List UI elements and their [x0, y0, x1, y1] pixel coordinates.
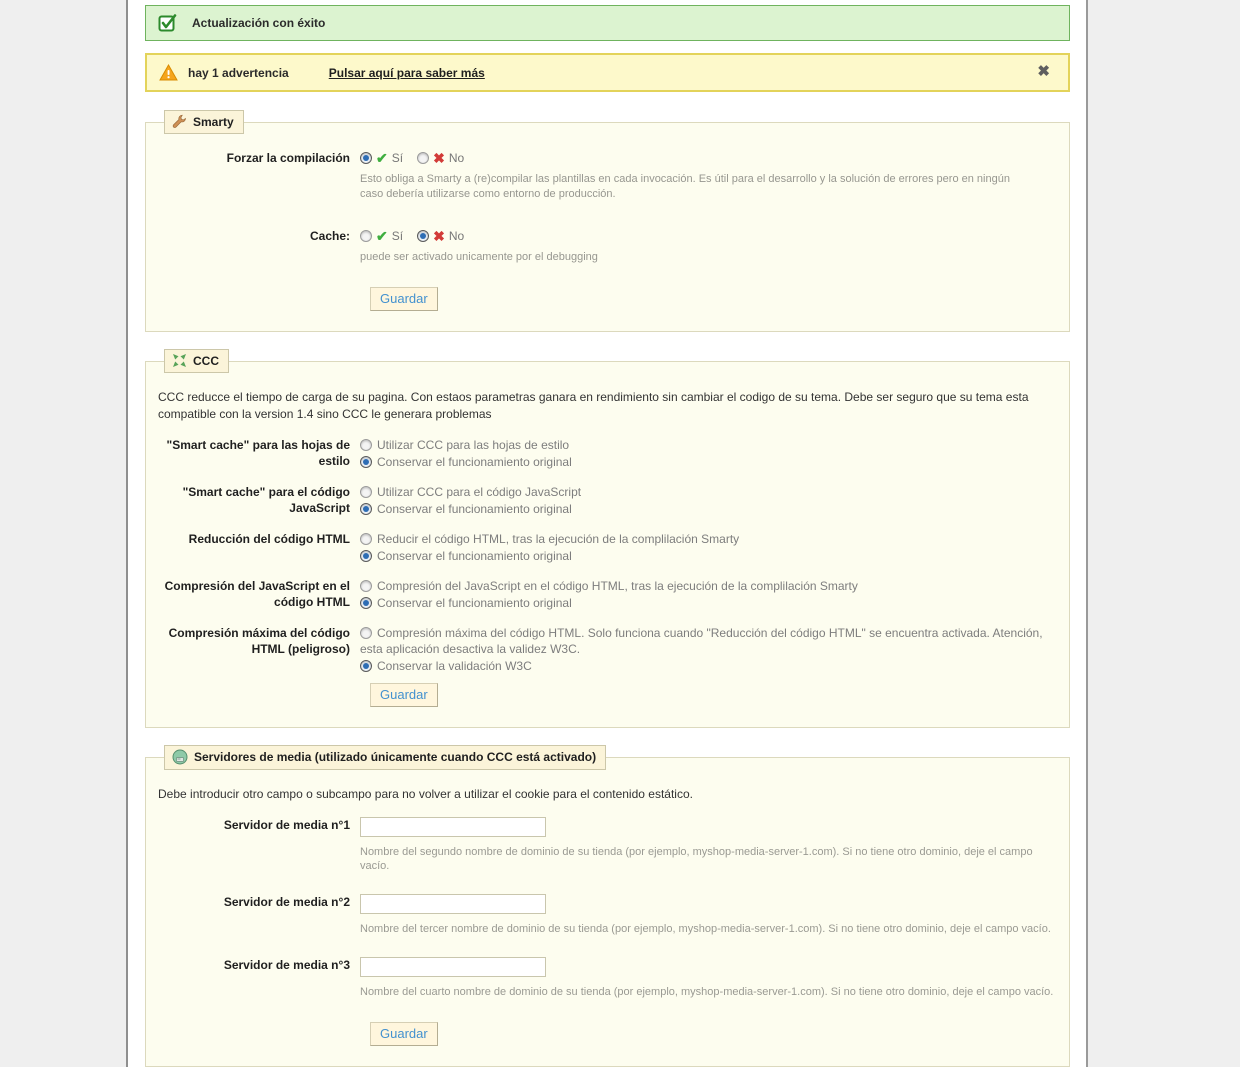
media-server-1-input[interactable] [360, 817, 546, 837]
smart-cache-js-row [158, 484, 1057, 518]
media-server-2-row [158, 894, 1057, 936]
media-server-icon [172, 749, 188, 765]
media-server-3-label: Servidor de media n°3 [223, 958, 350, 972]
force-compile-description: Esto obliga a Smarty a (re)compilar las plantillas en cada invocación. Es útil para el desarrollo y la solución de errores pero en ningún caso debería utilizarse como entorno de producción. [360, 173, 1010, 200]
js-compression-label: Compresión del JavaScript en el código HTML [164, 579, 350, 609]
ccc-legend-label: CCC [193, 353, 219, 368]
media-server-1-help: Nombre del segundo nombre de dominio de su tienda (por ejemplo, myshop-media-server-1.com). Si no tiene otro dominio, deje el campo vacío. [360, 846, 1033, 872]
cache-no-label: No [448, 229, 465, 243]
html-reduction-option1-radio[interactable] [360, 533, 372, 545]
success-check-icon [158, 13, 178, 33]
cache-description: puede ser activado unicamente por el debugging [360, 251, 598, 263]
ccc-save-button[interactable]: Guardar [370, 683, 438, 707]
smart-cache-css-option2-radio[interactable] [360, 456, 372, 468]
smart-cache-css-option2-label: Conservar el funcionamiento original [377, 455, 572, 469]
force-compile-no-radio[interactable] [417, 152, 429, 164]
force-compile-no-label: No [448, 151, 465, 165]
js-compression-option2-label: Conservar el funcionamiento original [377, 596, 572, 610]
cache-row [158, 228, 1057, 265]
js-compression-option2-radio[interactable] [360, 597, 372, 609]
smart-cache-js-option1-label: Utilizar CCC para el código JavaScript [377, 485, 582, 499]
cache-yes-radio[interactable] [360, 230, 372, 242]
smarty-legend-label: Smarty [193, 114, 234, 129]
max-compression-option2-label: Conservar la validación W3C [377, 659, 532, 673]
html-reduction-row [158, 531, 1057, 565]
yes-check-icon: ✔ [376, 228, 388, 244]
max-compression-option1-radio[interactable] [360, 627, 372, 639]
force-compile-row [158, 150, 1057, 202]
smart-cache-js-label: "Smart cache" para el código JavaScript [182, 485, 350, 515]
media-server-3-row [158, 957, 1057, 999]
force-compile-yes-label: Sí [391, 151, 404, 165]
success-message: Actualización con éxito [192, 16, 326, 30]
media-server-1-row [158, 817, 1057, 873]
success-alert [145, 5, 1070, 41]
force-compile-yes-radio[interactable] [360, 152, 372, 164]
cache-yes-label: Sí [391, 229, 404, 243]
smart-cache-css-label: "Smart cache" para las hojas de estilo [166, 438, 350, 468]
smart-cache-css-option1-radio[interactable] [360, 439, 372, 451]
no-cross-icon: ✖ [433, 228, 445, 244]
wrench-icon [172, 114, 187, 129]
js-compression-row [158, 578, 1057, 612]
media-servers-legend [164, 745, 606, 770]
media-servers-intro: Debe introducir otro campo o subcampo para no volver a utilizar el cookie para el contenido estático. [158, 787, 693, 801]
media-server-2-help: Nombre del tercer nombre de dominio de su tienda (por ejemplo, myshop-media-server-1.com). Si no tiene otro dominio, deje el campo vacío. [360, 923, 1051, 935]
media-server-2-label: Servidor de media n°2 [223, 895, 350, 909]
warning-more-link[interactable]: Pulsar aquí para saber más [328, 65, 485, 80]
cache-label: Cache: [309, 229, 350, 243]
compress-arrows-icon [172, 353, 187, 368]
max-compression-label: Compresión máxima del código HTML (peligroso) [168, 626, 350, 656]
html-reduction-option2-label: Conservar el funcionamiento original [377, 549, 572, 563]
media-server-3-input[interactable] [360, 957, 546, 977]
smart-cache-js-option2-radio[interactable] [360, 503, 372, 515]
content-column [126, 0, 1088, 1067]
close-icon[interactable]: ✖ [1037, 63, 1050, 80]
media-servers-legend-label: Servidores de media (utilizado únicamente cuando CCC está activado) [194, 750, 597, 764]
smart-cache-css-row [158, 437, 1057, 471]
js-compression-option1-label: Compresión del JavaScript en el código HTML, tras la ejecución de la complilación Smarty [377, 579, 858, 593]
media-save-button[interactable]: Guardar [370, 1022, 438, 1046]
smart-cache-css-option1-label: Utilizar CCC para las hojas de estilo [377, 438, 570, 452]
ccc-legend [164, 349, 229, 373]
warning-triangle-icon [159, 64, 178, 81]
no-cross-icon: ✖ [433, 150, 445, 166]
media-server-2-input[interactable] [360, 894, 546, 914]
smarty-section [145, 110, 1070, 332]
smarty-legend [164, 110, 244, 134]
media-server-3-help: Nombre del cuarto nombre de dominio de su tienda (por ejemplo, myshop-media-server-1.com). Si no tiene otro dominio, deje el campo vacío. [360, 986, 1054, 998]
html-reduction-option2-radio[interactable] [360, 550, 372, 562]
yes-check-icon: ✔ [376, 150, 388, 166]
max-compression-option1-label: Compresión máxima del código HTML. Solo funciona cuando "Reducción del código HTML" se encuentra activada. Atención, esta aplicación desactiva la validez W3C. [360, 626, 1043, 656]
smart-cache-js-option2-label: Conservar el funcionamiento original [377, 502, 572, 516]
ccc-intro: CCC reducce el tiempo de carga de su pagina. Con estaos parametras ganara en rendimiento sin cambiar el codigo de su tema. Debe ser seguro que su tema esta compatible con la version 1.4 sino CCC le generara problemas [158, 390, 1029, 421]
smart-cache-js-option1-radio[interactable] [360, 486, 372, 498]
ccc-section [145, 349, 1070, 728]
warning-text: hay 1 advertencia [188, 65, 289, 80]
smarty-save-button[interactable]: Guardar [370, 287, 438, 311]
warning-alert [145, 53, 1070, 92]
html-reduction-label: Reducción del código HTML [188, 532, 350, 546]
media-servers-section [145, 745, 1070, 1067]
html-reduction-option1-label: Reducir el código HTML, tras la ejecución de la complilación Smarty [377, 532, 740, 546]
max-compression-row [158, 625, 1057, 675]
max-compression-option2-radio[interactable] [360, 660, 372, 672]
force-compile-label: Forzar la compilación [226, 151, 350, 165]
cache-no-radio[interactable] [417, 230, 429, 242]
media-server-1-label: Servidor de media n°1 [223, 818, 350, 832]
js-compression-option1-radio[interactable] [360, 580, 372, 592]
